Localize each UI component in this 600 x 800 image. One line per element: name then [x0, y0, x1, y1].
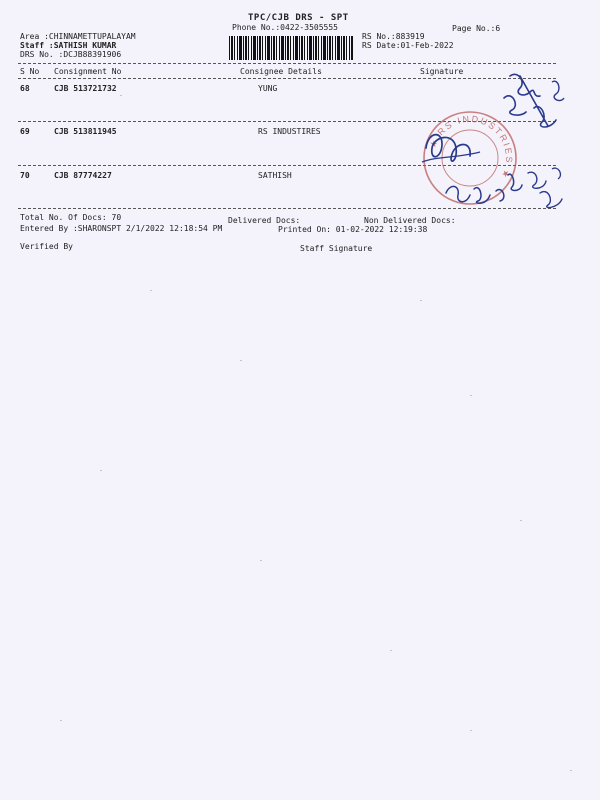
rs-date: RS Date:01-Feb-2022	[362, 41, 454, 50]
svg-text:★ RS INDUSTRIES ★: ★ RS INDUSTRIES ★	[427, 113, 515, 182]
row-sno: 69	[20, 127, 30, 136]
divider	[18, 63, 556, 64]
scan-speck	[390, 650, 392, 651]
scan-speck	[470, 730, 472, 731]
scan-speck	[240, 360, 242, 361]
phone-number: Phone No.:0422-3505555	[232, 23, 338, 32]
column-signature: Signature	[420, 67, 464, 76]
rs-number: RS No.:883919	[362, 32, 425, 41]
staff-signature-label: Staff Signature	[300, 244, 373, 253]
column-consignee: Consignee Details	[240, 67, 322, 76]
scan-speck	[150, 290, 152, 291]
entered-by: Entered By :SHARONSPT 2/1/2022 12:18:54 PM	[20, 224, 223, 233]
document-title: TPC/CJB DRS - SPT	[248, 13, 349, 23]
delivered-docs: Delivered Docs:	[228, 216, 301, 225]
scan-speck	[60, 720, 62, 721]
row-consignee: YUNG	[258, 84, 278, 93]
scan-speck	[520, 520, 522, 521]
row-consignment: CJB 513721732	[54, 84, 117, 93]
area-label: Area :CHINNAMETTUPALAYAM	[20, 32, 136, 41]
barcode	[229, 36, 353, 60]
scan-speck	[570, 770, 572, 771]
non-delivered-docs: Non Delivered Docs:	[364, 216, 456, 225]
printed-on: Printed On: 01-02-2022 12:19:38	[278, 225, 428, 234]
handwritten-signature	[440, 165, 570, 215]
scan-speck	[420, 300, 422, 301]
handwritten-signature	[490, 68, 570, 138]
column-sno: S No	[20, 67, 40, 76]
total-docs: Total No. Of Docs: 70	[20, 213, 122, 222]
row-consignment: CJB 513811945	[54, 127, 117, 136]
drs-number: DRS No. :DCJB88391906	[20, 50, 122, 59]
scan-speck	[120, 95, 122, 96]
scan-speck	[100, 470, 102, 471]
row-consignee: SATHISH	[258, 171, 292, 180]
row-sno: 70	[20, 171, 30, 180]
staff-label: Staff :SATHISH KUMAR	[20, 41, 117, 50]
scan-speck	[470, 395, 472, 396]
divider	[18, 78, 556, 79]
scan-speck	[260, 560, 262, 561]
page-number: Page No.:6	[452, 24, 501, 33]
verified-by: Verified By	[20, 242, 73, 251]
row-consignment: CJB 87774227	[54, 171, 112, 180]
row-sno: 68	[20, 84, 30, 93]
column-consignment: Consignment No	[54, 67, 122, 76]
row-consignee: RS INDUSTIRES	[258, 127, 321, 136]
